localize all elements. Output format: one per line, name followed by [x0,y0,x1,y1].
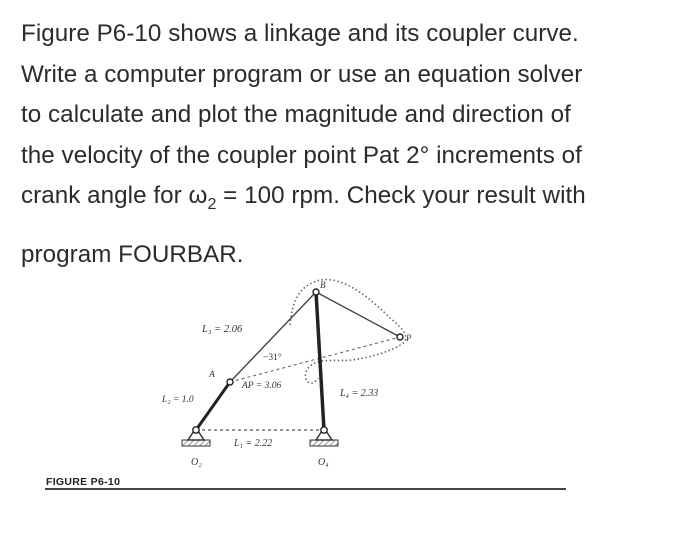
problem-line-1: Figure P6-10 shows a linkage and its coupler curve. [21,20,579,47]
coupler-ab [230,292,316,382]
label-p: P [406,333,412,343]
label-b: B [320,280,326,290]
label-o4: O₄ [318,457,329,468]
joint-p [397,334,403,340]
problem-line-6: program FOURBAR. [21,240,244,268]
ground-pivot-o2 [182,427,210,446]
problem-line-5-post: = 100 rpm. Check your result with [216,182,586,210]
problem-line-5-pre: crank angle for ω [21,182,208,210]
label-ap: AP = 3.06 [242,381,282,391]
joint-a [227,379,233,385]
label-l1: L₁ = 2.22 [234,438,273,449]
ap-dashed-line [230,337,400,382]
label-l4: L₄ = 2.33 [340,388,379,399]
problem-line-2: Write a computer program or use an equation solver [21,60,583,88]
label-a: A [209,370,215,380]
label-l3: L₃ = 2.06 [202,324,243,335]
problem-line-4: the velocity of the coupler point Pat 2° increments of [21,141,582,169]
label-o2: O₂ [191,457,202,468]
label-angle: −31° [263,353,282,363]
figure-caption: FIGURE P6-10 [46,476,121,488]
label-l2: L₂ = 1.0 [162,395,194,405]
problem-line-3: to calculate and plot the magnitude and direction of [21,101,571,129]
ground-pivot-o4 [310,427,338,446]
crank-link [196,382,230,430]
omega-subscript: 2 [207,196,217,214]
joint-b [313,289,319,295]
